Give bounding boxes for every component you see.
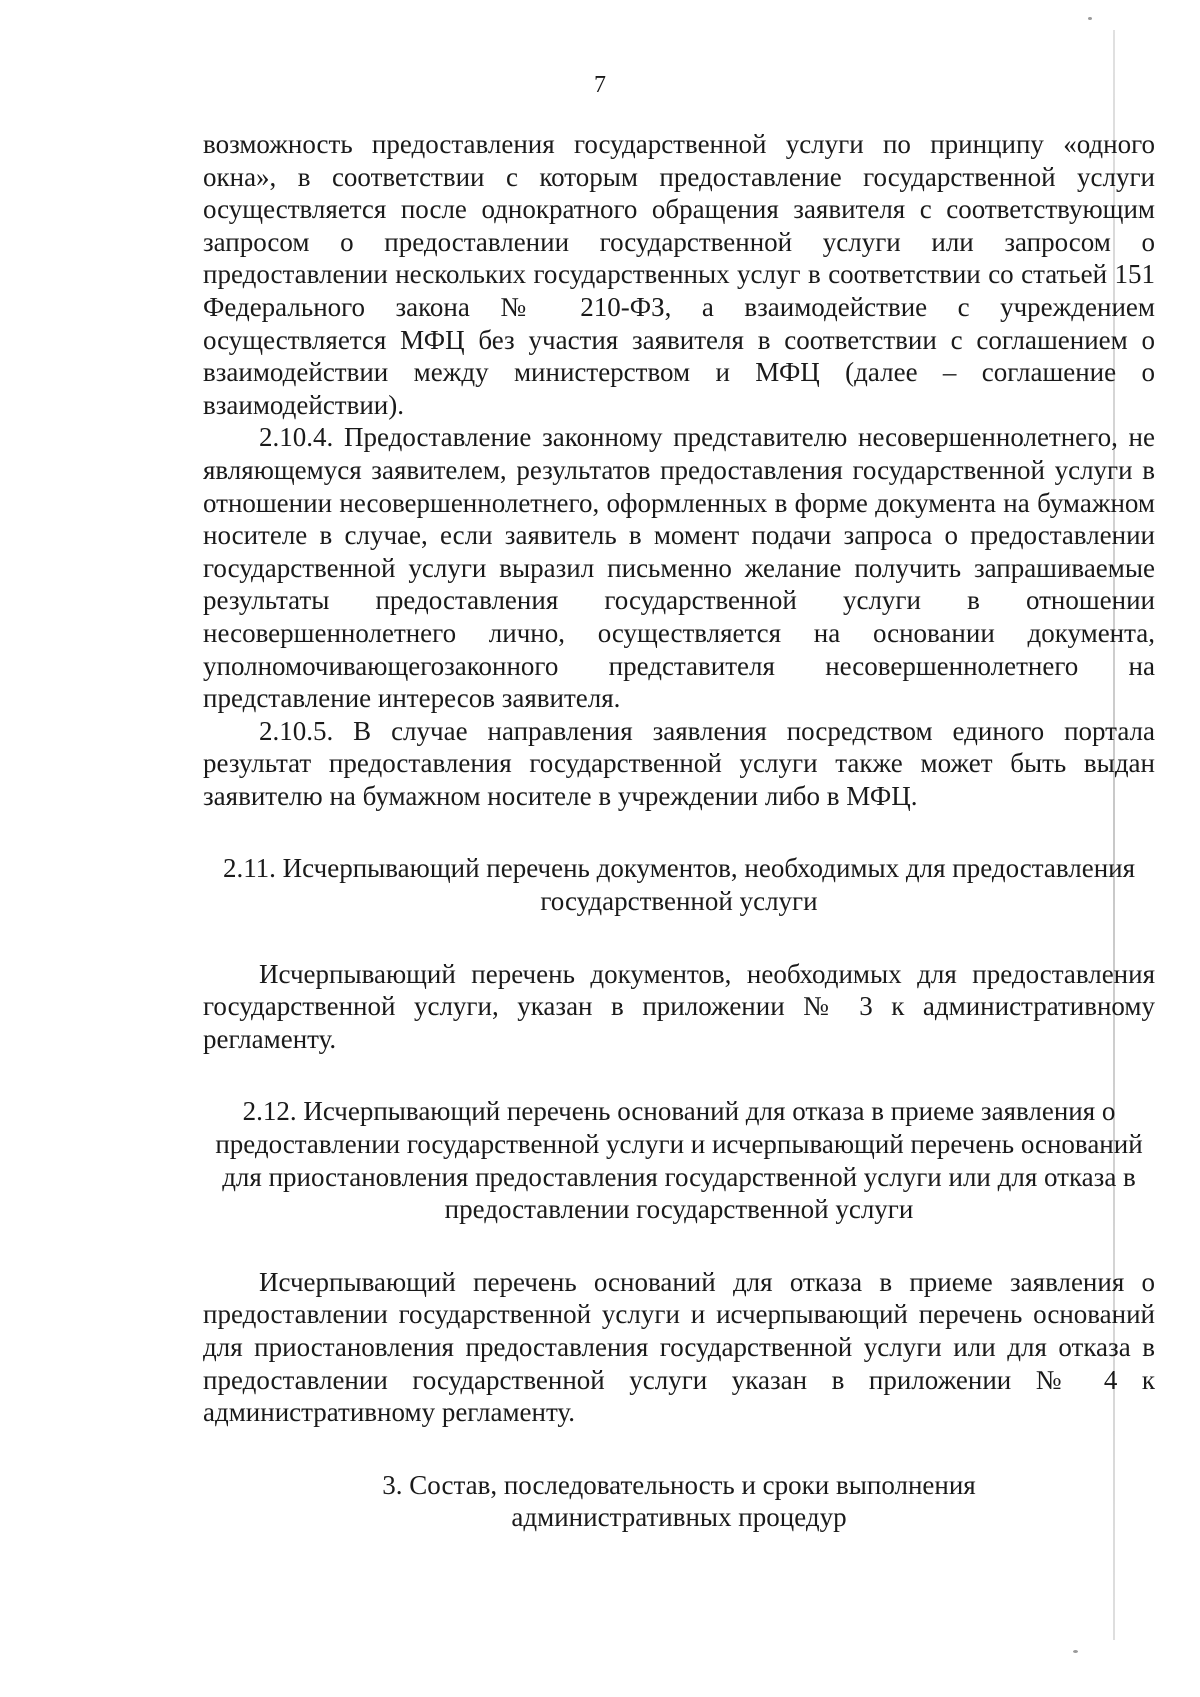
scan-artifact-dot bbox=[1088, 17, 1092, 20]
section-heading-2-11: 2.11. Исчерпывающий перечень документов, необходимых для предоставления государственной услуги bbox=[222, 853, 1136, 917]
paragraph-mfc-one-window: возможность предоставления государственной услуги по принципу «одного окна», в соответствии с которым предоставление государственной услуги осуществляется после однократного обращения заявителя с соответствующим запросом о предоставлении государственной услуги или запросом о предоставлении нескольких государственных услуг в соответствии со статьей 151 Федерального закона № 210-ФЗ, а взаимодействие с учреждением осуществляется МФЦ без участия заявителя в соответствии с соглашением о взаимодействии между министерством и МФЦ (далее – соглашение о взаимодействии). bbox=[203, 129, 1155, 420]
section-heading-2-12: 2.12. Исчерпывающий перечень оснований для отказа в приеме заявления о предоставлении государственной услуги и исчерпывающий перечень оснований для приостановления предоставления государственной услуги или для отказа в предоставлении государственной услуги bbox=[215, 1096, 1143, 1225]
scan-artifact-dot bbox=[1073, 1650, 1078, 1653]
paragraph-2-10-4: 2.10.4. Предоставление законному представителю несовершеннолетнего, не являющемуся заявителем, результатов предоставления государственной услуги в отношении несовершеннолетнего, оформленных в форме документа на бумажном носителе в случае, если заявитель в момент подачи запроса о предоставлении государственной услуги выразил письменно желание получить запрашиваемые результаты предоставления государственной услуги в отношении несовершеннолетнего лично, осуществляется на основании документа, уполномочивающегозаконного представителя несовершеннолетнего на представление интересов заявителя. bbox=[203, 422, 1155, 714]
paragraph-2-11-body: Исчерпывающий перечень документов, необходимых для предоставления государственной услуги, указан в приложении № 3 к административному регламенту. bbox=[203, 958, 1155, 1054]
paragraph-2-12-body: Исчерпывающий перечень оснований для отказа в приеме заявления о предоставлении государственной услуги и исчерпывающий перечень оснований для приостановления предоставления государственной услуги или для отказа в предоставлении государственной услуги указан в приложении № 4 к административному регламенту. bbox=[203, 1266, 1155, 1428]
section-heading-3: 3. Состав, последовательность и сроки выполнения административных процедур bbox=[382, 1469, 976, 1533]
page-number: 7 bbox=[594, 72, 606, 98]
paragraph-2-10-5: 2.10.5. В случае направления заявления посредством единого портала результат предоставления государственной услуги также может быть выдан заявителю на бумажном носителе в учреждении либо в МФЦ. bbox=[203, 715, 1155, 811]
document-body bbox=[203, 128, 1155, 1534]
